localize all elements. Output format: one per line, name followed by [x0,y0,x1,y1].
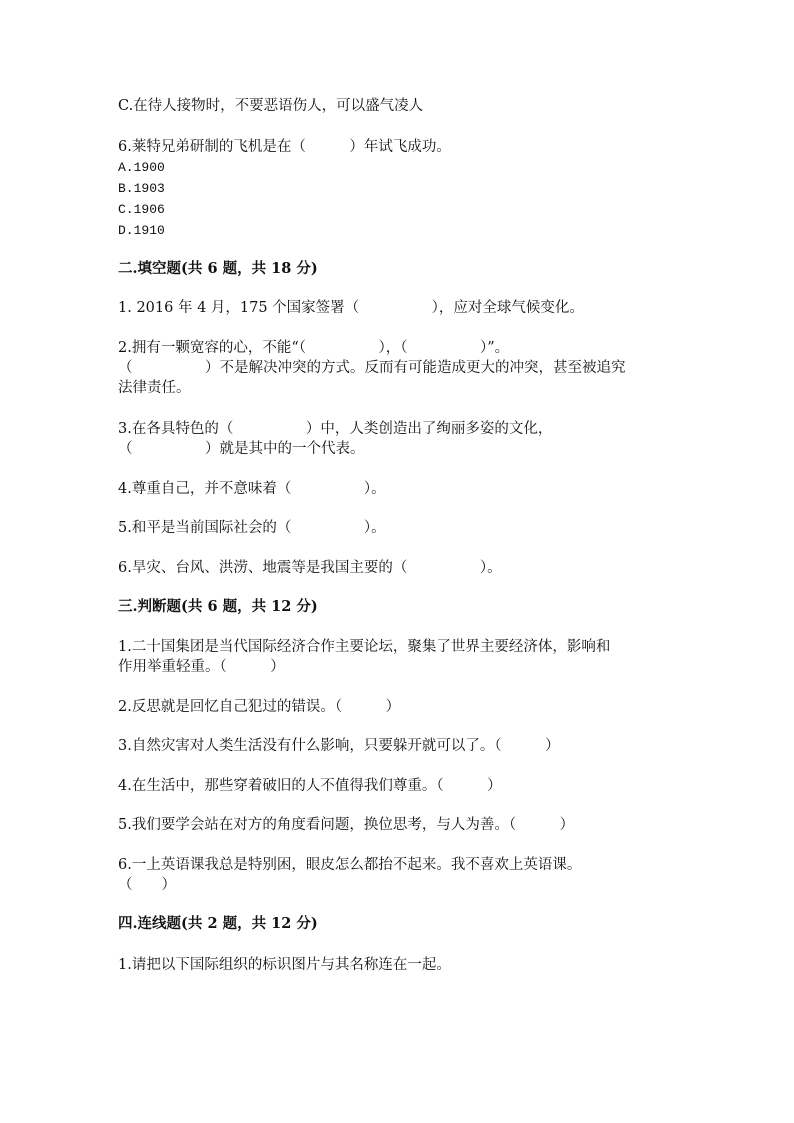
section-title-matching: 四.连线题(共 2 题，共 12 分) [118,915,318,932]
judge-question-6-line2: （ ） [118,877,176,893]
fill-question-1: 1. 2016 年 4 月，175 个国家签署（ ），应对全球气候变化。 [118,300,584,316]
section-title-fill-in: 二.填空题(共 6 题，共 18 分) [118,260,318,277]
fill-question-2: 2.拥有一颗宽容的心，不能“（ ），（ ）”。 [118,340,510,356]
choice-question-6: 6.莱特兄弟研制的飞机是在（ ）年试飞成功。 [118,139,451,155]
matching-question-1: 1.请把以下国际组织的标识图片与其名称连在一起。 [118,957,451,973]
option-a: A.1900 [118,160,165,175]
choice-option-c: C.在待人接物时，不要恶语伤人，可以盛气凌人 [118,98,424,114]
judge-question-4: 4.在生活中，那些穿着破旧的人不值得我们尊重。（ ） [118,778,502,794]
judge-question-6: 6.一上英语课我总是特别困，眼皮怎么都抬不起来。我不喜欢上英语课。 [118,857,582,873]
judge-question-3: 3.自然灾害对人类生活没有什么影响，只要躲开就可以了。（ ） [118,738,560,754]
fill-question-2-line3: 法律责任。 [118,380,191,396]
fill-question-5: 5.和平是当前国际社会的（ ）。 [118,520,386,536]
judge-question-1: 1.二十国集团是当代国际经济合作主要论坛，聚集了世界主要经济体，影响和 [118,639,611,655]
judge-question-5: 5.我们要学会站在对方的角度看问题，换位思考，与人为善。（ ） [118,817,575,833]
fill-question-3: 3.在各具特色的（ ）中，人类创造出了绚丽多姿的文化， [118,421,553,437]
option-c: C.1906 [118,202,165,217]
fill-question-3-line2: （ ）就是其中的一个代表。 [118,441,365,457]
judge-question-2: 2.反思就是回忆自己犯过的错误。（ ） [118,699,401,715]
fill-question-4: 4.尊重自己，并不意味着（ ）。 [118,481,386,497]
option-d: D.1910 [118,223,165,238]
section-title-true-false: 三.判断题(共 6 题，共 12 分) [118,598,318,615]
fill-question-2-line2: （ ）不是解决冲突的方式。反而有可能造成更大的冲突，甚至被追究 [118,360,626,376]
option-b: B.1903 [118,181,165,196]
judge-question-1-line2: 作用举重轻重。（ ） [118,659,285,675]
fill-question-6: 6.旱灾、台风、洪涝、地震等是我国主要的（ ）。 [118,560,502,576]
